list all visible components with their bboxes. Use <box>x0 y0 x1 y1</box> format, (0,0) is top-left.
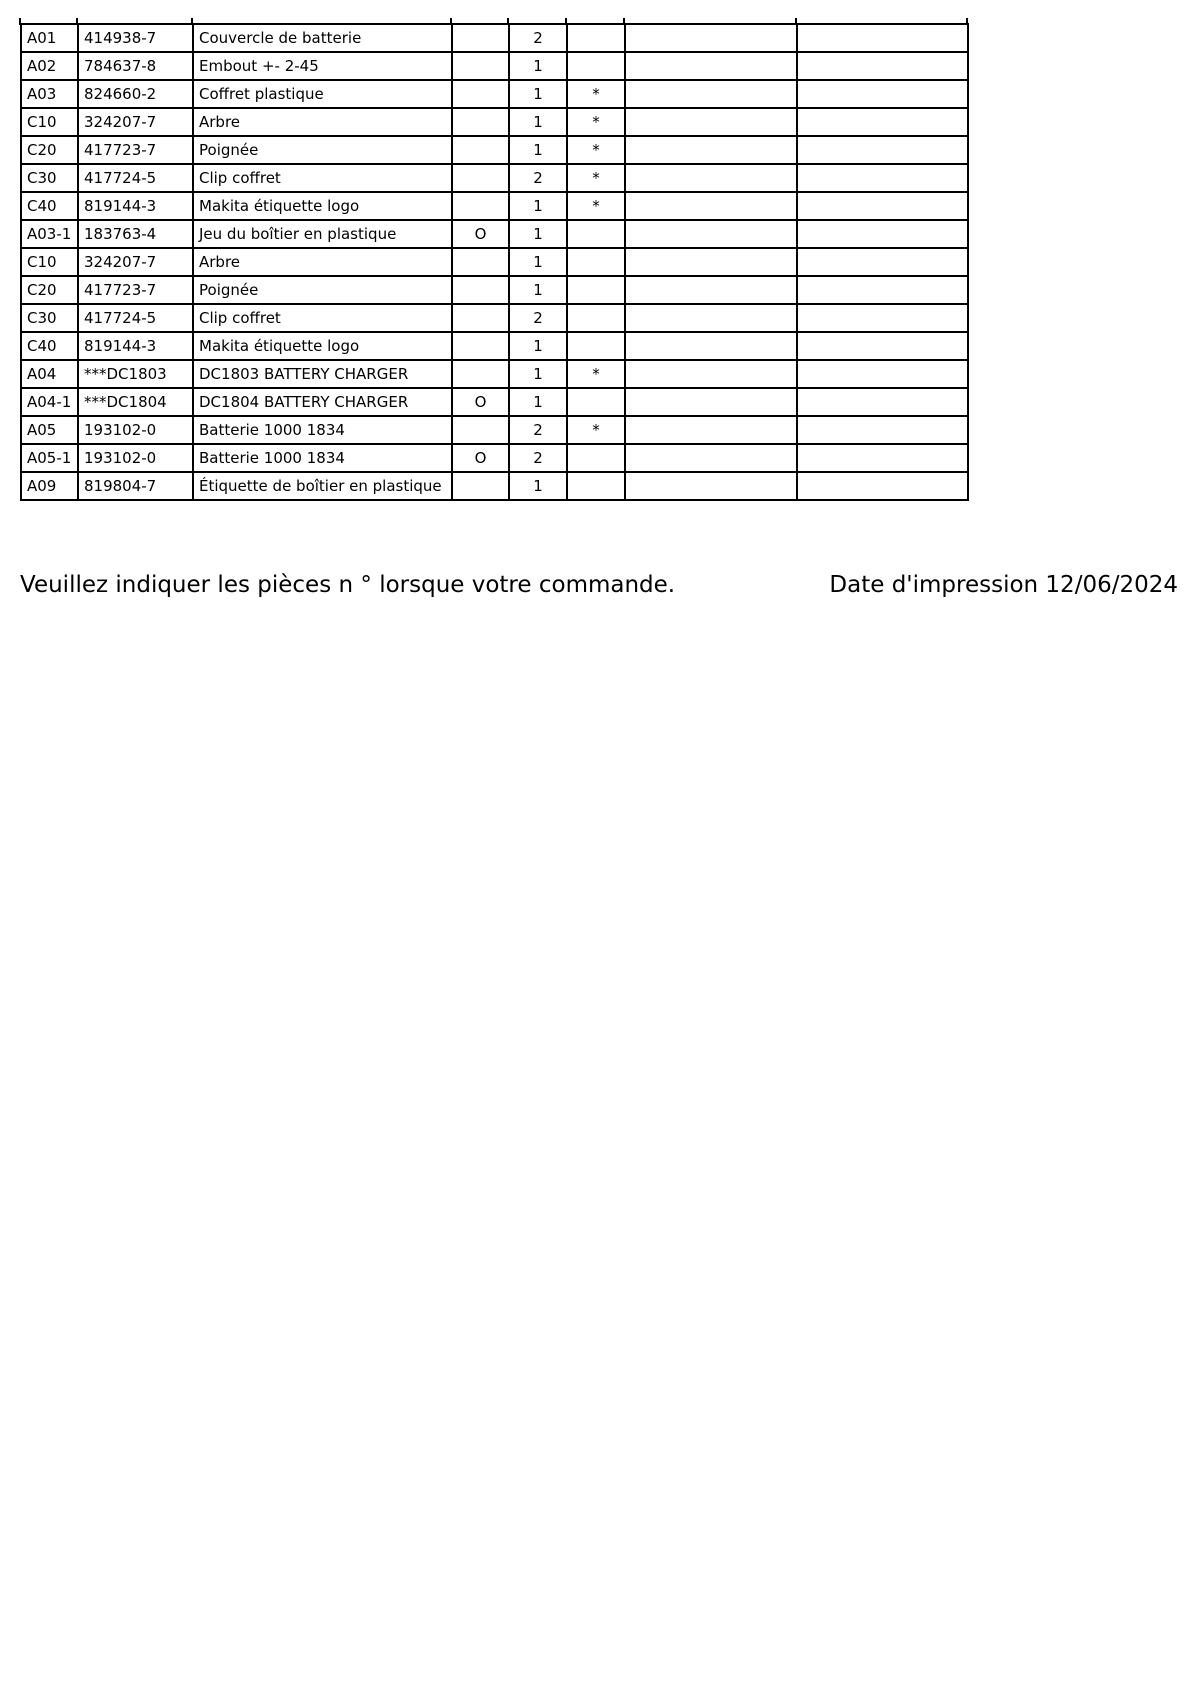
description-cell: Arbre <box>193 108 452 136</box>
option-cell <box>452 248 509 276</box>
quantity-cell: 1 <box>509 472 567 500</box>
quantity-cell: 1 <box>509 220 567 248</box>
ref-cell: A04-1 <box>21 388 78 416</box>
empty-cell <box>625 304 797 332</box>
print-date: Date d'impression 12/06/2024 <box>829 572 1178 598</box>
option-cell: O <box>452 220 509 248</box>
part-number-cell: ***DC1804 <box>78 388 193 416</box>
description-cell: Makita étiquette logo <box>193 192 452 220</box>
option-cell <box>452 52 509 80</box>
empty-cell <box>797 24 968 52</box>
empty-cell <box>625 444 797 472</box>
quantity-cell: 1 <box>509 388 567 416</box>
option-cell <box>452 136 509 164</box>
empty-cell <box>797 332 968 360</box>
empty-cell <box>797 136 968 164</box>
note-cell: * <box>567 360 625 388</box>
empty-cell <box>625 360 797 388</box>
note-cell <box>567 444 625 472</box>
ref-cell: C10 <box>21 108 78 136</box>
description-cell: Poignée <box>193 276 452 304</box>
note-cell: * <box>567 108 625 136</box>
ref-cell: C30 <box>21 304 78 332</box>
empty-cell <box>797 444 968 472</box>
option-cell <box>452 304 509 332</box>
note-cell <box>567 276 625 304</box>
quantity-cell: 2 <box>509 416 567 444</box>
empty-cell <box>797 164 968 192</box>
part-number-cell: 819804-7 <box>78 472 193 500</box>
quantity-cell: 2 <box>509 24 567 52</box>
description-cell: Couvercle de batterie <box>193 24 452 52</box>
table-row <box>21 108 968 136</box>
empty-cell <box>797 80 968 108</box>
part-number-cell: 414938-7 <box>78 24 193 52</box>
table-row <box>21 360 968 388</box>
parts-table-body <box>21 24 968 500</box>
empty-cell <box>625 248 797 276</box>
quantity-cell: 1 <box>509 192 567 220</box>
ref-cell: A03 <box>21 80 78 108</box>
empty-cell <box>797 220 968 248</box>
note-cell <box>567 24 625 52</box>
note-cell <box>567 248 625 276</box>
note-cell: * <box>567 192 625 220</box>
option-cell <box>452 192 509 220</box>
table-row <box>21 332 968 360</box>
empty-cell <box>625 52 797 80</box>
table-row <box>21 248 968 276</box>
empty-cell <box>625 276 797 304</box>
empty-cell <box>797 472 968 500</box>
part-number-cell: 417724-5 <box>78 164 193 192</box>
part-number-cell: ***DC1803 <box>78 360 193 388</box>
empty-cell <box>797 192 968 220</box>
part-number-cell: 193102-0 <box>78 444 193 472</box>
note-cell <box>567 388 625 416</box>
option-cell <box>452 80 509 108</box>
table-row <box>21 304 968 332</box>
description-cell: Batterie 1000 1834 <box>193 444 452 472</box>
ref-cell: A03-1 <box>21 220 78 248</box>
table-row <box>21 24 968 52</box>
quantity-cell: 1 <box>509 136 567 164</box>
empty-cell <box>625 472 797 500</box>
quantity-cell: 1 <box>509 276 567 304</box>
ref-cell: C40 <box>21 332 78 360</box>
empty-cell <box>625 388 797 416</box>
description-cell: Coffret plastique <box>193 80 452 108</box>
ref-cell: A01 <box>21 24 78 52</box>
option-cell <box>452 332 509 360</box>
option-cell <box>452 164 509 192</box>
option-cell: O <box>452 388 509 416</box>
empty-cell <box>625 220 797 248</box>
option-cell <box>452 360 509 388</box>
part-number-cell: 417723-7 <box>78 136 193 164</box>
order-instruction-note: Veuillez indiquer les pièces n ° lorsque votre commande. <box>20 572 676 598</box>
description-cell: Arbre <box>193 248 452 276</box>
table-row <box>21 136 968 164</box>
part-number-cell: 417723-7 <box>78 276 193 304</box>
table-row <box>21 80 968 108</box>
part-number-cell: 819144-3 <box>78 332 193 360</box>
option-cell <box>452 416 509 444</box>
table-row <box>21 388 968 416</box>
ref-cell: C20 <box>21 276 78 304</box>
note-cell: * <box>567 136 625 164</box>
description-cell: Jeu du boîtier en plastique <box>193 220 452 248</box>
option-cell: O <box>452 444 509 472</box>
empty-cell <box>625 24 797 52</box>
quantity-cell: 1 <box>509 108 567 136</box>
ref-cell: C30 <box>21 164 78 192</box>
empty-cell <box>625 80 797 108</box>
ref-cell: C40 <box>21 192 78 220</box>
note-cell <box>567 472 625 500</box>
description-cell: Étiquette de boîtier en plastique <box>193 472 452 500</box>
ref-cell: A09 <box>21 472 78 500</box>
table-row <box>21 220 968 248</box>
table-row <box>21 164 968 192</box>
description-cell: Clip coffret <box>193 164 452 192</box>
description-cell: DC1803 BATTERY CHARGER <box>193 360 452 388</box>
option-cell <box>452 276 509 304</box>
ref-cell: C10 <box>21 248 78 276</box>
empty-cell <box>797 304 968 332</box>
note-cell <box>567 332 625 360</box>
note-cell <box>567 304 625 332</box>
ref-cell: A04 <box>21 360 78 388</box>
quantity-cell: 2 <box>509 304 567 332</box>
part-number-cell: 324207-7 <box>78 108 193 136</box>
quantity-cell: 1 <box>509 80 567 108</box>
part-number-cell: 183763-4 <box>78 220 193 248</box>
description-cell: Batterie 1000 1834 <box>193 416 452 444</box>
empty-cell <box>625 332 797 360</box>
empty-cell <box>797 276 968 304</box>
description-cell: Poignée <box>193 136 452 164</box>
empty-cell <box>625 136 797 164</box>
quantity-cell: 2 <box>509 444 567 472</box>
empty-cell <box>625 108 797 136</box>
quantity-cell: 2 <box>509 164 567 192</box>
empty-cell <box>797 388 968 416</box>
quantity-cell: 1 <box>509 248 567 276</box>
option-cell <box>452 108 509 136</box>
empty-cell <box>797 248 968 276</box>
option-cell <box>452 472 509 500</box>
description-cell: DC1804 BATTERY CHARGER <box>193 388 452 416</box>
empty-cell <box>625 164 797 192</box>
parts-table <box>20 23 969 501</box>
empty-cell <box>797 360 968 388</box>
table-row <box>21 416 968 444</box>
ref-cell: A05 <box>21 416 78 444</box>
part-number-cell: 417724-5 <box>78 304 193 332</box>
note-cell: * <box>567 164 625 192</box>
part-number-cell: 324207-7 <box>78 248 193 276</box>
note-cell <box>567 220 625 248</box>
description-cell: Clip coffret <box>193 304 452 332</box>
quantity-cell: 1 <box>509 332 567 360</box>
table-row <box>21 192 968 220</box>
empty-cell <box>797 108 968 136</box>
note-cell: * <box>567 80 625 108</box>
empty-cell <box>797 52 968 80</box>
table-row <box>21 52 968 80</box>
description-cell: Embout +- 2-45 <box>193 52 452 80</box>
empty-cell <box>625 416 797 444</box>
ref-cell: A02 <box>21 52 78 80</box>
description-cell: Makita étiquette logo <box>193 332 452 360</box>
table-row <box>21 276 968 304</box>
quantity-cell: 1 <box>509 360 567 388</box>
part-number-cell: 819144-3 <box>78 192 193 220</box>
option-cell <box>452 24 509 52</box>
ref-cell: A05-1 <box>21 444 78 472</box>
ref-cell: C20 <box>21 136 78 164</box>
part-number-cell: 784637-8 <box>78 52 193 80</box>
part-number-cell: 824660-2 <box>78 80 193 108</box>
table-row <box>21 472 968 500</box>
quantity-cell: 1 <box>509 52 567 80</box>
empty-cell <box>625 192 797 220</box>
note-cell <box>567 52 625 80</box>
empty-cell <box>797 416 968 444</box>
table-row <box>21 444 968 472</box>
note-cell: * <box>567 416 625 444</box>
part-number-cell: 193102-0 <box>78 416 193 444</box>
